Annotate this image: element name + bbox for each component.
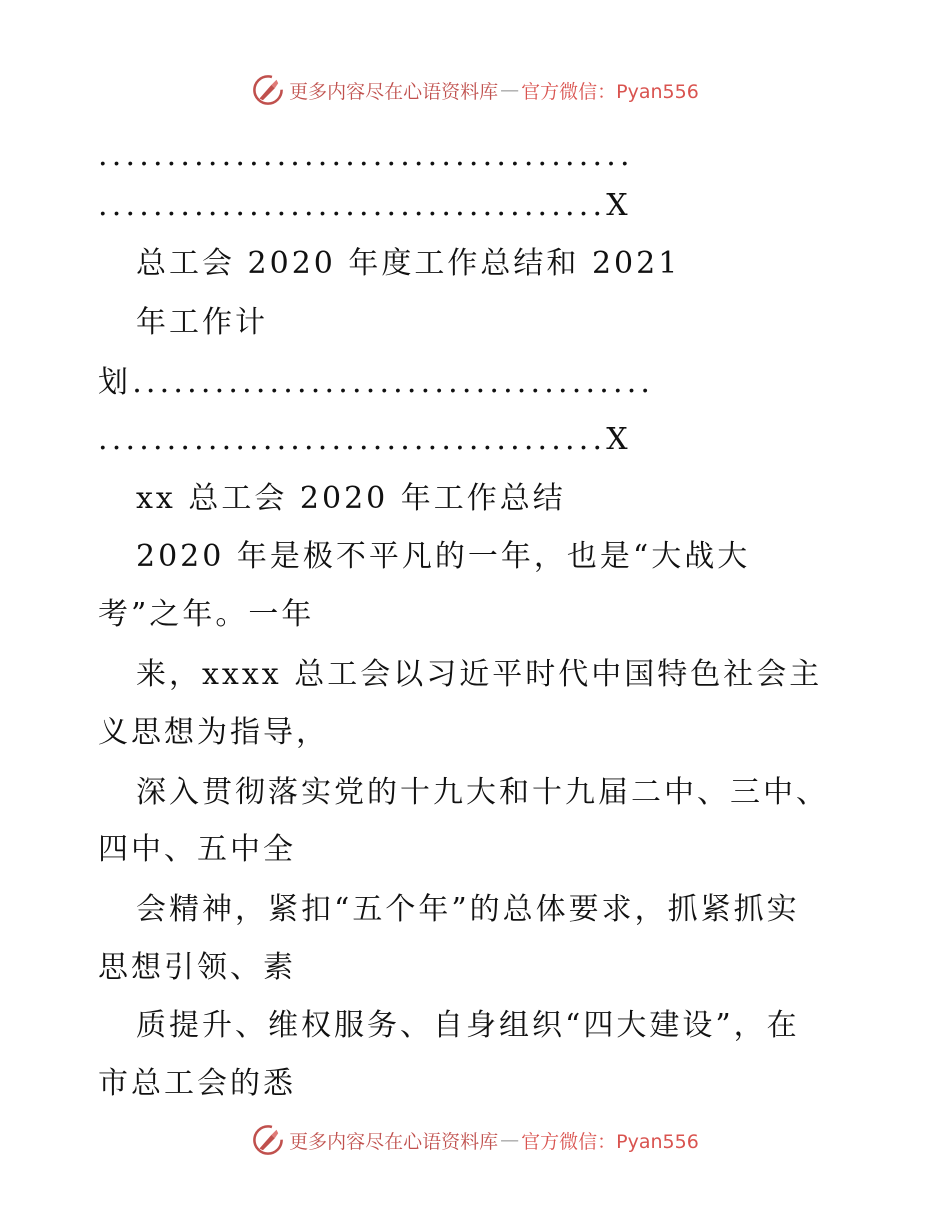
watermark-wechat: 官方微信：Pyan556 bbox=[521, 80, 699, 103]
body-line: 四中、五中全 bbox=[98, 832, 296, 867]
watermark-separator: — bbox=[500, 79, 520, 101]
watermark-text: 更多内容尽在心语资料库 bbox=[289, 80, 499, 103]
body-line: 会精神，紧扣“五个年”的总体要求，抓紧抓实 bbox=[136, 892, 800, 927]
toc-dots-line: ....................................... bbox=[98, 138, 634, 173]
body-line: 市总工会的悉 bbox=[98, 1066, 296, 1101]
watermark-footer bbox=[0, 1120, 950, 1160]
body-line: 来，xxxx 总工会以习近平时代中国特色社会主 bbox=[136, 657, 823, 692]
toc-entry-title: 年工作计 bbox=[136, 305, 268, 340]
toc-dots-line: .....................................X bbox=[98, 422, 632, 457]
section-heading: xx 总工会 2020 年工作总结 bbox=[136, 481, 566, 516]
body-line: 质提升、维权服务、自身组织“四大建设”，在 bbox=[136, 1008, 800, 1043]
body-line: 义思想为指导， bbox=[98, 715, 329, 750]
watermark-wechat: 官方微信：Pyan556 bbox=[521, 1130, 699, 1153]
pen-nib-logo-icon bbox=[251, 1123, 285, 1157]
watermark-text: 更多内容尽在心语资料库 bbox=[289, 1130, 499, 1153]
watermark-separator: — bbox=[500, 1129, 520, 1151]
toc-dots-line: 划...................................... bbox=[98, 365, 655, 400]
watermark-header bbox=[0, 70, 950, 110]
toc-entry-title: 总工会 2020 年度工作总结和 2021 bbox=[136, 246, 681, 281]
body-line: 2020 年是极不平凡的一年，也是“大战大 bbox=[136, 539, 751, 574]
pen-nib-logo-icon bbox=[251, 73, 285, 107]
toc-dots-line: .....................................X bbox=[98, 188, 632, 223]
body-line: 思想引领、素 bbox=[98, 950, 296, 985]
body-line: 深入贯彻落实党的十九大和十九届二中、三中、 bbox=[136, 775, 829, 810]
body-line: 考”之年。一年 bbox=[98, 597, 315, 632]
